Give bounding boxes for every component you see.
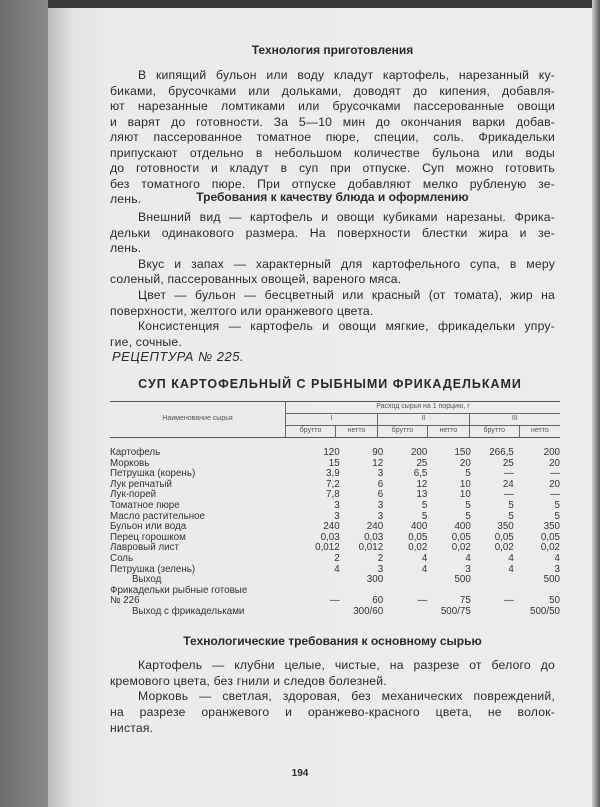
quantity-cell: 3 (377, 468, 384, 480)
header-variant-1: I (286, 414, 378, 426)
ingredient-name: Петрушка (корень) (110, 468, 196, 480)
quantity-cell: 20 (549, 478, 560, 490)
quantity-cell: 5 (508, 510, 514, 522)
quantity-cell: 400 (454, 521, 471, 533)
quantity-cell (297, 607, 340, 618)
quantity-cell: 200 (410, 447, 428, 458)
quantity-cell: 90 (372, 447, 384, 458)
quantity-cell: 13 (416, 489, 428, 501)
text-line: лень. (110, 192, 142, 206)
header-brutto: брутто (377, 426, 427, 438)
quantity-cell: 500/50 (530, 605, 560, 617)
quantity-cell: 0,03 (364, 531, 384, 543)
quantity-cell: 12 (372, 457, 384, 469)
quantity-cell: 0,02 (408, 542, 428, 554)
quantity-cell: 7,8 (326, 489, 340, 501)
section-title-raw-materials: Технологические требования к основному сырью (183, 634, 482, 648)
quantity-cell: 15 (328, 457, 340, 469)
table-body (110, 448, 560, 618)
quantity-cell: 0,02 (540, 542, 560, 554)
table-row (110, 554, 560, 565)
ingredient-name: Петрушка (зелень) (110, 563, 196, 575)
quantity-cell: 4 (554, 552, 560, 564)
quantity-cell: 0,05 (451, 531, 471, 543)
text-line: ют нарезанные ломтиками или брусочками пассерованные овощи (110, 99, 555, 113)
quantity-cell: 240 (323, 521, 340, 533)
ingredient-name: Лук-порей (110, 489, 157, 501)
text-line: и варят до готовности. За 5—10 мин до окончания варки добав- (110, 114, 555, 129)
quantity-cell: 4 (421, 552, 428, 564)
quantity-cell: 4 (508, 563, 514, 575)
text-line: до готовности и кладут в суп при отпуске. Суп можно готовить (110, 161, 555, 175)
quantity-cell: 3 (554, 563, 560, 575)
table-row (110, 448, 560, 459)
quantity-cell: 5 (508, 499, 514, 511)
header-name: Наименование сырья (110, 402, 286, 438)
text-line: Внешний вид — картофель и овощи кубиками нарезаны. Фрика- (138, 210, 555, 224)
quantity-cell: 4 (421, 563, 428, 575)
recipe-number: РЕЦЕПТУРА № 225. (112, 349, 245, 364)
ingredient-name: Фрикадельки рыбные готовые (110, 584, 248, 596)
quantity-cell (383, 575, 427, 586)
quantity-cell: 120 (323, 447, 340, 458)
header-brutto: брутто (469, 426, 519, 438)
quantity-cell: — (503, 489, 514, 501)
text-line: Цвет — бульон — бесцветный или красный (от томата), жир на (138, 288, 555, 302)
quantity-cell: 300/60 (353, 605, 384, 617)
quantity-cell: 3 (377, 563, 384, 575)
quantity-cell: 0,012 (315, 542, 340, 554)
quantity-cell: 350 (497, 521, 514, 533)
section-title-quality: Требования к качеству блюда и оформлению (196, 190, 469, 204)
text-line: Вкус и запах — характерный для картофельного супа, в меру (138, 256, 555, 271)
ingredient-name: Выход (132, 574, 162, 586)
quantity-cell: — (503, 595, 514, 607)
quantity-cell: 60 (372, 595, 384, 607)
quantity-cell: 3 (377, 510, 384, 522)
table-row (110, 565, 560, 576)
quantity-cell: 5 (554, 499, 560, 511)
table-header (110, 401, 560, 438)
text-line: поверхности, желтого или оранжевого цвета. (110, 303, 374, 318)
quantity-cell: 240 (366, 521, 384, 533)
quantity-cell: 75 (459, 595, 471, 607)
text-line: Консистенция — картофель и овощи мягкие, фрикадельки упру- (138, 319, 555, 334)
quantity-cell: — (329, 595, 340, 607)
quantity-cell: 12 (416, 478, 428, 490)
quantity-cell: 5 (465, 510, 471, 522)
text-line: гие, сочные. (110, 334, 182, 349)
quantity-cell: 25 (502, 457, 514, 469)
text-line: соленый, пассерованных овощей, вареного мяса. (110, 272, 402, 287)
table-row (110, 501, 560, 512)
quantity-cell: 0,05 (494, 531, 514, 543)
text-line: без томатного пюре. При отпуске добавляют мелко рубленую зе- (110, 176, 555, 191)
quantity-cell: — (550, 489, 560, 501)
text-line: лень. (110, 241, 142, 256)
quantity-cell: 0,05 (408, 531, 428, 543)
quantity-cell: 6 (377, 489, 384, 501)
quantity-cell: 400 (410, 521, 428, 533)
quantity-cell: 4 (465, 552, 471, 564)
quantity-cell: 3 (465, 563, 471, 575)
quantity-cell (297, 575, 340, 586)
quantity-cell: 5 (421, 499, 428, 511)
quantity-cell: 350 (543, 521, 560, 533)
text-line: Картофель — клубни целые, чистые, на разрезе от белого до (138, 658, 555, 672)
quantity-cell: 500 (543, 574, 560, 586)
text-line: биками, брусочками или дольками, доводят до кипения, добавля- (110, 83, 555, 98)
quantity-cell: 3 (334, 499, 340, 511)
text-line: припускают отдельно в небольшом количестве бульона или воды (110, 145, 555, 160)
ingredient-name: Бульон или вода (110, 521, 187, 533)
ingredient-name: Картофель (110, 447, 161, 458)
ingredient-name: Лавровый лист (110, 542, 179, 554)
text-line: нистая. (110, 720, 154, 735)
header-variant-3: III (469, 414, 560, 426)
text-line: кремового цвета, без гнили и следов болезней. (110, 673, 387, 688)
quantity-cell: — (417, 595, 428, 607)
header-variant-2: II (377, 414, 469, 426)
scan-edge-top (48, 0, 600, 8)
quantity-cell: 2 (377, 552, 384, 564)
ingredient-name: Лук репчатый (110, 478, 172, 490)
quantity-cell: 2 (334, 552, 340, 564)
ingredient-name: № 226 (110, 595, 140, 607)
quantity-cell: 0,02 (451, 542, 471, 554)
text-line: дельки одинакового размера. На поверхности блестки жира и зе- (110, 225, 555, 240)
quantity-cell: 10 (459, 489, 471, 501)
quantity-cell: 6 (377, 478, 384, 490)
quantity-cell: 4 (334, 563, 340, 575)
ingredients-table (110, 401, 560, 618)
quantity-cell: 0,02 (494, 542, 514, 554)
quantity-cell: 5 (465, 499, 471, 511)
quantity-cell: 4 (508, 552, 514, 564)
text-line: ляют пассерованное томатное пюре, специи, соль. Фрикадельки (110, 130, 555, 144)
ingredient-name: Масло растительное (110, 510, 205, 522)
header-netto: нетто (336, 426, 378, 438)
ingredient-name: Морковь (110, 457, 150, 469)
section-title-technology: Технология приготовления (251, 43, 414, 57)
ingredient-name: Выход с фрикадельками (132, 605, 245, 617)
quantity-cell: 25 (416, 457, 428, 469)
quantity-cell: — (503, 468, 514, 480)
quantity-cell (471, 575, 514, 586)
text-line: на разрезе оранжевого и оранжево-красного цвета, не волок- (110, 705, 555, 720)
quantity-cell: 3,9 (326, 468, 340, 480)
quantity-cell: 50 (549, 595, 560, 607)
quantity-cell: 0,012 (358, 542, 384, 554)
ingredient-name: Томатное пюре (110, 499, 180, 511)
quantity-cell: 3 (334, 510, 340, 522)
quantity-cell: 266,5 (489, 447, 514, 458)
ingredient-name: Соль (110, 552, 134, 564)
quantity-cell: 6,5 (413, 468, 428, 480)
table-row (110, 607, 560, 618)
quantity-cell: 24 (502, 478, 514, 490)
quantity-cell: 0,03 (320, 531, 340, 543)
recipe-title: СУП КАРТОФЕЛЬНЫЙ С РЫБНЫМИ ФРИКАДЕЛЬКАМИ (138, 377, 522, 391)
quantity-cell: 5 (554, 510, 560, 522)
header-brutto: брутто (286, 426, 336, 438)
quantity-cell: — (550, 468, 560, 480)
quantity-cell: 7,2 (326, 478, 340, 490)
quantity-cell: 200 (543, 447, 560, 458)
quantity-cell (471, 607, 514, 618)
quantity-cell: 10 (459, 478, 471, 490)
ingredient-name: Перец горошком (110, 531, 186, 543)
text-line: В кипящий бульон или воду кладут картофель, нарезанный ку- (138, 68, 555, 82)
header-netto: нетто (427, 426, 469, 438)
quantity-cell: 3 (377, 499, 384, 511)
quantity-cell: 5 (465, 468, 471, 480)
text-line: Морковь — светлая, здоровая, без механических повреждений, (138, 689, 555, 704)
quantity-cell: 300 (366, 574, 384, 586)
quantity-cell: 500/75 (440, 605, 471, 617)
header-netto: нетто (519, 426, 560, 438)
page-number: 194 (291, 768, 309, 779)
quantity-cell (383, 607, 427, 618)
scan-edge-right (592, 0, 600, 807)
header-group: Расход сырья на 1 порцию, г (286, 402, 561, 414)
quantity-cell: 5 (421, 510, 428, 522)
quantity-cell: 150 (454, 447, 471, 458)
quantity-cell: 500 (454, 574, 471, 586)
scan-shadow-left (0, 0, 48, 807)
quantity-cell: 20 (549, 457, 560, 469)
quantity-cell: 20 (459, 457, 471, 469)
quantity-cell: 0,05 (540, 531, 560, 543)
